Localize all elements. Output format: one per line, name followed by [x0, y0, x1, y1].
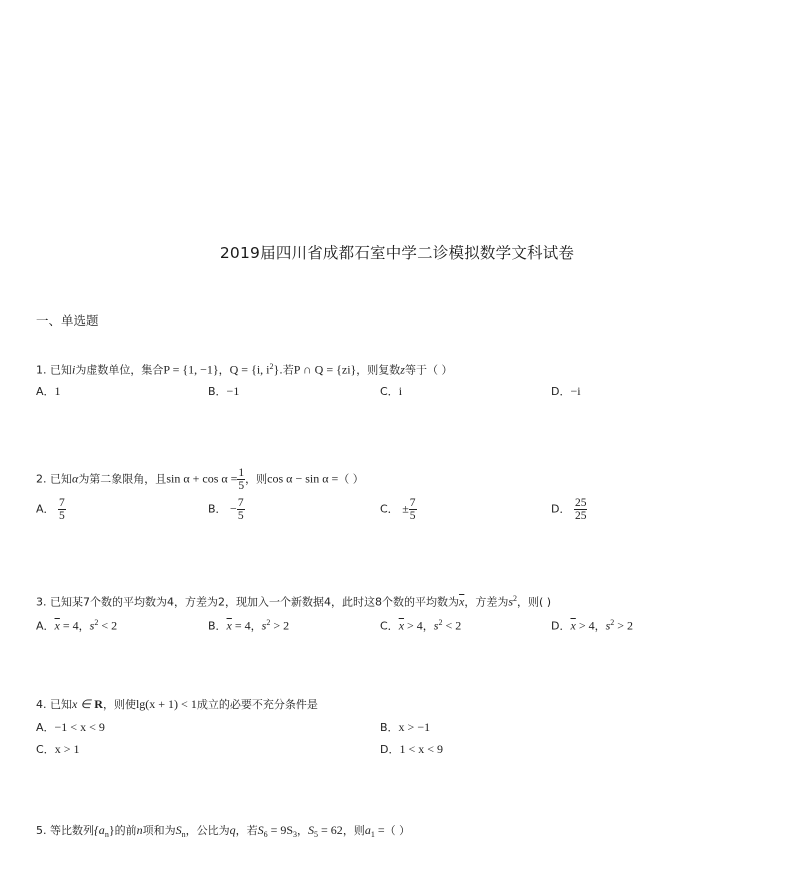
math-expression: }	[108, 823, 115, 837]
math-superscript: 2	[94, 618, 99, 627]
option-label: D．	[551, 619, 571, 633]
stem-text: 项和为	[142, 824, 176, 837]
math-superscript: 2	[266, 618, 271, 627]
option-var: $\overline{x}$	[570, 618, 576, 633]
math-expression: P = {1, −1}	[163, 362, 219, 377]
option-label: A．	[36, 502, 55, 516]
question-2-option-a[interactable]	[36, 497, 66, 522]
option-var: $\overline{x}$	[398, 618, 405, 633]
option-separator: ，	[78, 619, 90, 633]
math-fraction	[237, 497, 245, 522]
stem-text: 为虚数单位，集合	[75, 363, 164, 377]
option-label: A．	[36, 619, 55, 633]
option-var: $\overline{x}$	[54, 618, 60, 633]
option-relation: > 2	[270, 618, 290, 633]
option-value: −1 < x < 9	[54, 720, 105, 734]
math-fraction	[237, 467, 245, 492]
option-var: s	[89, 618, 95, 633]
math-expression: sin α + cos α =	[166, 471, 238, 486]
option-relation: > 2	[614, 618, 634, 633]
option-relation: < 2	[442, 618, 462, 633]
option-var: $\overline{x}$	[226, 618, 232, 633]
math-expression: s	[508, 594, 513, 609]
stem-text: 已知	[50, 363, 72, 377]
option-relation: < 2	[98, 618, 118, 633]
stem-text: .若	[279, 363, 294, 377]
option-label: C．	[36, 743, 55, 756]
math-superscript: 2	[269, 362, 274, 371]
question-1-stem	[36, 359, 452, 379]
fraction-denominator: 5	[238, 480, 245, 492]
page-title: 2019届四川省成都石室中学二诊模拟数学文科试卷	[219, 244, 575, 262]
math-superscript: 2	[610, 618, 615, 627]
question-number: 1.	[36, 363, 47, 377]
stem-text: 等比数列	[50, 824, 94, 837]
stem-text: （ ）	[384, 824, 411, 837]
math-fraction	[574, 497, 588, 522]
math-fraction	[58, 497, 66, 522]
question-4-option-c[interactable]	[36, 741, 79, 758]
question-2-option-c[interactable]	[380, 497, 417, 522]
math-expression: a	[364, 823, 371, 837]
option-separator: ，	[422, 619, 434, 633]
option-value: 1	[54, 384, 61, 398]
math-expression: P ∩ Q = {zi}	[293, 362, 357, 377]
math-expression: cos α − sin α =	[267, 471, 339, 486]
option-value: x > −1	[398, 720, 431, 734]
question-4-option-d[interactable]	[380, 741, 443, 758]
section-heading: 一、单选题	[36, 313, 99, 328]
option-relation: > 4	[575, 618, 595, 633]
stem-text: ，则	[342, 824, 365, 837]
option-value: 1 < x < 9	[399, 742, 444, 756]
question-3-option-c[interactable]	[380, 615, 461, 635]
option-relation: = 4	[231, 618, 251, 633]
stem-text: ，则复数	[356, 363, 401, 377]
math-expression: z	[400, 362, 405, 377]
math-expression: S	[175, 823, 182, 837]
fraction-denominator: 5	[237, 510, 244, 522]
option-var: s	[433, 618, 439, 633]
stem-text: ，公比为	[185, 824, 230, 837]
option-value: −i	[570, 384, 581, 398]
option-label: B．	[380, 721, 399, 734]
math-expression: x ∈	[72, 697, 91, 711]
math-subscript: 3	[293, 830, 298, 840]
math-expression: $\overline{x}$	[459, 594, 465, 609]
question-3-stem	[36, 591, 551, 611]
stem-text: 已知	[50, 698, 72, 711]
option-value: −1	[226, 384, 240, 398]
question-1-option-c[interactable]	[380, 383, 402, 400]
question-2-option-b[interactable]	[208, 497, 245, 522]
stem-text: 的前	[114, 824, 137, 837]
fraction-numerator: 7	[237, 497, 244, 509]
math-subscript: n	[104, 830, 109, 840]
math-expression: }	[273, 362, 280, 377]
math-expression: = 9S	[267, 823, 294, 837]
option-var: s	[261, 618, 267, 633]
fraction-denominator: 5	[409, 510, 416, 522]
math-expression: {a	[94, 823, 105, 837]
option-label: D．	[551, 385, 571, 398]
stem-text: 已知	[50, 472, 72, 486]
question-1-option-b[interactable]	[208, 383, 239, 400]
math-expression: S	[308, 823, 315, 837]
fraction-numerator: 7	[59, 497, 65, 509]
option-label: C．	[380, 619, 399, 633]
option-value: i	[398, 384, 403, 398]
option-label: A．	[36, 385, 55, 398]
stem-text: 为第二象限角，且	[78, 472, 167, 486]
question-number: 2.	[36, 472, 47, 486]
question-3-option-a[interactable]	[36, 615, 117, 635]
math-expression: S	[257, 823, 264, 837]
math-expression: lg(x + 1) < 1	[135, 697, 197, 711]
stem-text: ，	[297, 824, 309, 837]
math-expression: n	[136, 823, 143, 837]
question-number: 5.	[36, 824, 47, 837]
stem-text: （ ）	[338, 472, 364, 486]
option-prefix: ±	[402, 501, 409, 516]
option-value: x > 1	[54, 742, 80, 756]
option-label: C．	[380, 502, 399, 516]
option-label: B．	[208, 619, 227, 633]
math-expression: = 62	[318, 823, 343, 837]
math-subscript: n	[181, 830, 186, 840]
question-2-option-d[interactable]	[551, 497, 587, 522]
option-label: D．	[551, 502, 571, 516]
question-2-stem	[36, 467, 364, 492]
fraction-numerator: 7	[409, 497, 416, 509]
math-expression: Q = {i, i	[229, 362, 270, 377]
question-3-option-d[interactable]	[551, 615, 633, 635]
math-expression: α	[72, 471, 79, 486]
math-expression: i	[72, 362, 76, 377]
question-4-option-a[interactable]	[36, 719, 105, 736]
question-3-option-b[interactable]	[208, 615, 289, 635]
stem-text: ，若	[235, 824, 258, 837]
option-separator: ，	[594, 619, 606, 633]
math-fraction	[409, 497, 417, 522]
stem-text: ，则	[245, 472, 268, 486]
option-relation: = 4	[59, 618, 79, 633]
math-expression: R	[94, 697, 103, 711]
math-superscript: 2	[513, 594, 517, 603]
question-4-option-b[interactable]	[380, 719, 430, 736]
question-number: 4.	[36, 698, 47, 711]
fraction-denominator: 25	[574, 510, 587, 522]
stem-text: 已知某7个数的平均数为4，方差为2，现加入一个新数据4，此时这8个数的平均数为	[50, 595, 459, 609]
math-subscript: 1	[370, 830, 375, 840]
question-4-stem	[36, 696, 318, 713]
stem-text: ，则( )	[517, 595, 552, 609]
fraction-numerator: 25	[574, 497, 587, 509]
math-expression: q	[229, 823, 236, 837]
stem-text: 等于（ ）	[404, 363, 453, 377]
option-label: C．	[380, 385, 399, 398]
option-var: s	[605, 618, 611, 633]
option-prefix: −	[230, 501, 237, 516]
option-label: B．	[208, 385, 227, 398]
option-label: B．	[208, 502, 227, 516]
math-expression: =	[374, 823, 385, 837]
math-superscript: 2	[438, 618, 443, 627]
math-subscript: 5	[314, 830, 319, 840]
stem-text: ，	[218, 363, 230, 377]
stem-text: 成立的必要不充分条件是	[196, 698, 318, 711]
fraction-numerator: 1	[238, 467, 245, 479]
option-relation: > 4	[404, 618, 423, 633]
question-5-stem	[36, 822, 410, 843]
question-1-option-d[interactable]	[551, 383, 581, 400]
question-number: 3.	[36, 595, 47, 609]
fraction-denominator: 5	[59, 510, 65, 522]
option-separator: ，	[250, 619, 262, 633]
question-1-option-a[interactable]	[36, 383, 61, 400]
option-label: D．	[380, 743, 400, 756]
option-label: A．	[36, 721, 55, 734]
math-subscript: 6	[263, 830, 268, 840]
stem-text: ，方差为	[464, 595, 509, 609]
stem-text: ，则使	[102, 698, 136, 711]
